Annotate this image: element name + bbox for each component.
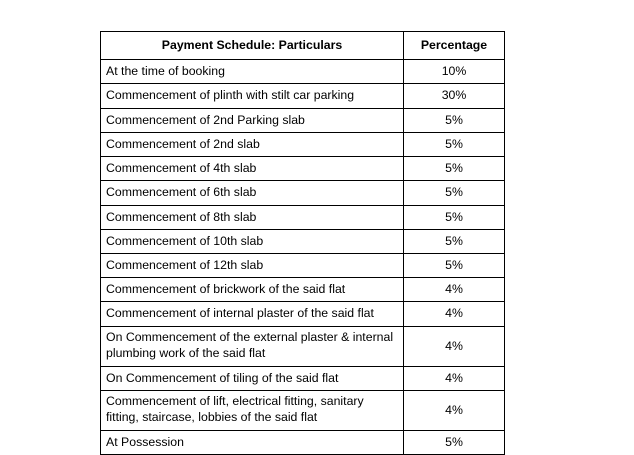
cell-percentage: 5% [404, 205, 505, 229]
cell-percentage: 5% [404, 430, 505, 454]
cell-particulars: On Commencement of the external plaster & internal plumbing work of the said flat [101, 326, 404, 366]
cell-particulars: Commencement of lift, electrical fitting, sanitary fitting, staircase, lobbies of the said flat [101, 390, 404, 430]
table-row [101, 181, 505, 205]
cell-percentage: 4% [404, 278, 505, 302]
column-header-percentage: Percentage [404, 32, 505, 60]
column-header-particulars: Payment Schedule: Particulars [101, 32, 404, 60]
table-row [101, 229, 505, 253]
cell-particulars: Commencement of internal plaster of the said flat [101, 302, 404, 326]
cell-particulars: At Possession [101, 430, 404, 454]
table-row [101, 132, 505, 156]
table-row [101, 390, 505, 430]
table-row [101, 366, 505, 390]
payment-schedule-table-wrapper [100, 31, 504, 455]
table-row [101, 60, 505, 84]
cell-particulars: Commencement of 6th slab [101, 181, 404, 205]
table-row [101, 253, 505, 277]
cell-percentage: 5% [404, 181, 505, 205]
cell-particulars: Commencement of 8th slab [101, 205, 404, 229]
cell-particulars: Commencement of 10th slab [101, 229, 404, 253]
table-row [101, 108, 505, 132]
table-row [101, 302, 505, 326]
table-row [101, 205, 505, 229]
cell-particulars: Commencement of brickwork of the said flat [101, 278, 404, 302]
cell-percentage: 5% [404, 253, 505, 277]
cell-particulars: At the time of booking [101, 60, 404, 84]
cell-percentage: 4% [404, 326, 505, 366]
cell-percentage: 5% [404, 157, 505, 181]
table-row [101, 326, 505, 366]
cell-percentage: 5% [404, 229, 505, 253]
cell-particulars: Commencement of 2nd Parking slab [101, 108, 404, 132]
cell-percentage: 10% [404, 60, 505, 84]
cell-percentage: 5% [404, 108, 505, 132]
table-row [101, 278, 505, 302]
table-header-row [101, 32, 505, 60]
cell-percentage: 4% [404, 390, 505, 430]
table-row [101, 84, 505, 108]
table-row [101, 157, 505, 181]
cell-particulars: On Commencement of tiling of the said flat [101, 366, 404, 390]
cell-particulars: Commencement of 2nd slab [101, 132, 404, 156]
cell-particulars: Commencement of 12th slab [101, 253, 404, 277]
cell-percentage: 30% [404, 84, 505, 108]
cell-particulars: Commencement of plinth with stilt car parking [101, 84, 404, 108]
cell-particulars: Commencement of 4th slab [101, 157, 404, 181]
cell-percentage: 4% [404, 302, 505, 326]
cell-percentage: 5% [404, 132, 505, 156]
payment-schedule-table [100, 31, 505, 455]
cell-percentage: 4% [404, 366, 505, 390]
